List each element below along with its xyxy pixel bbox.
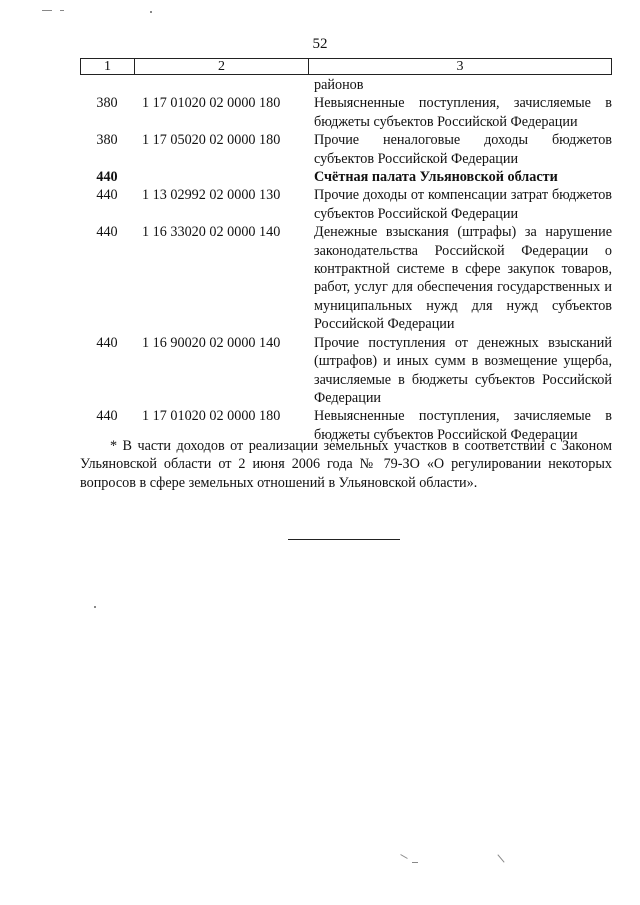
row-col-1: 440 xyxy=(96,224,118,241)
header-col-1: 1 xyxy=(81,59,135,74)
row-col-1: 380 xyxy=(96,95,118,112)
row-col-2: 1 16 33020 02 0000 140 xyxy=(142,224,281,241)
scan-speck xyxy=(497,854,504,862)
table-row xyxy=(80,94,612,131)
footnote: * В части доходов от реализации земельных участков в соответствии с Законом Ульяновской области от 2 июня 2006 года № 79-ЗО «О регулировании некоторых вопросов в сфере земельных отношений в Ульяновской области». xyxy=(80,438,612,491)
row-col-3: Прочие неналоговые доходы бюджетов субъектов Российской Федерации xyxy=(314,132,612,167)
row-col-3: Счётная палата Ульяновской области xyxy=(314,169,558,186)
row-col-1: 440 xyxy=(96,408,118,425)
table-header xyxy=(80,58,612,75)
table-row xyxy=(80,168,612,186)
scan-speck xyxy=(94,606,96,608)
row-col-3: Невыясненные поступления, зачисляемые в бюджеты субъектов Российской Федерации xyxy=(314,95,612,130)
table-row xyxy=(80,186,612,223)
row-col-3: Прочие поступления от денежных взысканий (штрафов) и иных сумм в возмещение ущерба, зачисляемые в бюджеты субъектов Российской Федерации xyxy=(314,334,612,406)
row-col-2: 1 13 02992 02 0000 130 xyxy=(142,187,281,204)
row-col-2: 1 16 90020 02 0000 140 xyxy=(142,334,281,351)
table-row xyxy=(80,223,612,333)
row-col-3: Невыясненные поступления, зачисляемые в бюджеты субъектов Российской Федерации xyxy=(314,408,612,443)
scan-speck xyxy=(150,11,152,13)
header-col-3: 3 xyxy=(456,59,464,74)
scan-speck xyxy=(412,862,418,863)
row-col-1 xyxy=(80,76,134,94)
header-col-2: 2 xyxy=(135,59,309,74)
row-col-2 xyxy=(134,76,308,94)
row-col-2: 1 17 01020 02 0000 180 xyxy=(142,95,281,112)
table-row xyxy=(80,334,612,408)
row-col-1: 440 xyxy=(96,169,118,186)
row-col-1: 440 xyxy=(96,187,118,204)
table-row xyxy=(80,76,612,94)
row-col-1: 380 xyxy=(96,132,118,149)
scan-speck xyxy=(60,10,64,11)
row-col-3: Денежные взыскания (штрафы) за нарушение законодательства Российской Федерации о контрактной системе в сфере закупок товаров, работ, услуг для обеспечения государственных и муниципальных нужд для нужд субъектов Российской Федерации xyxy=(314,224,612,333)
scan-speck xyxy=(42,10,52,11)
row-col-3: Прочие доходы от компенсации затрат бюджетов субъектов Российской Федерации xyxy=(314,187,612,222)
table-body xyxy=(80,76,612,444)
row-col-2: 1 17 05020 02 0000 180 xyxy=(142,132,281,149)
divider-line xyxy=(288,539,400,540)
table-row xyxy=(80,131,612,168)
row-col-2: 1 17 01020 02 0000 180 xyxy=(142,408,281,425)
row-col-3: районов xyxy=(314,77,364,93)
page-number: 52 xyxy=(312,36,328,52)
scan-speck xyxy=(400,854,407,859)
row-col-1: 440 xyxy=(96,334,118,351)
row-col-2 xyxy=(134,168,308,186)
